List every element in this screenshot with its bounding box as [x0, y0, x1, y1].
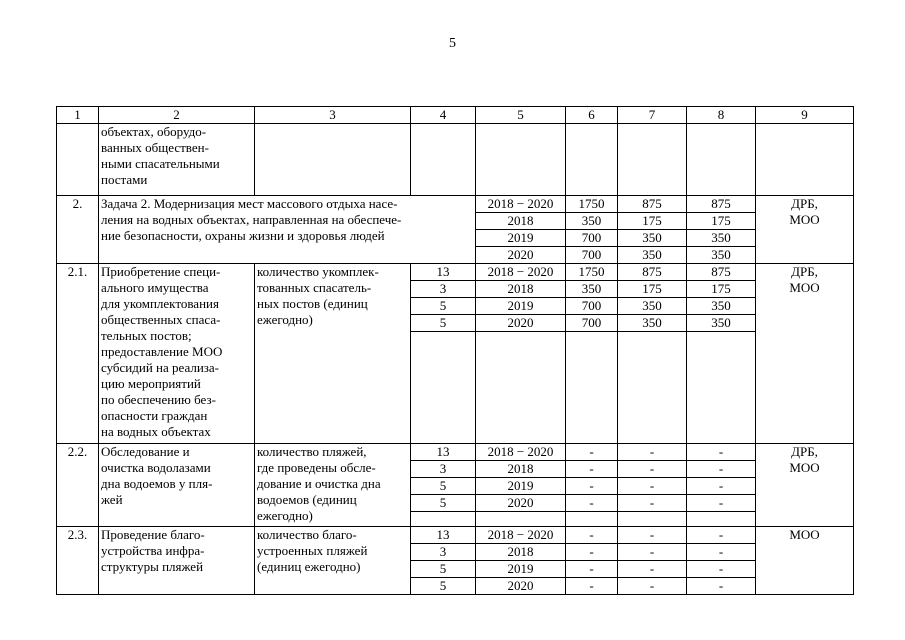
num-cell: 2.2.: [57, 444, 99, 527]
period-cell: 2019: [476, 478, 566, 495]
value-cell: -: [687, 444, 756, 461]
value-cell: 700: [566, 230, 618, 247]
num-cell: 2.3.: [57, 527, 99, 595]
count-cell: [411, 124, 476, 196]
executor-cell: [756, 124, 854, 196]
header-cell: 1: [57, 107, 99, 124]
executor-cell: МОО: [756, 527, 854, 595]
period-cell: 2020: [476, 578, 566, 595]
value-cell: -: [687, 527, 756, 544]
header-cell: 8: [687, 107, 756, 124]
value-cell: 350: [618, 230, 687, 247]
value-cell: -: [687, 578, 756, 595]
count-cell: 13: [411, 444, 476, 461]
count-cell: 5: [411, 478, 476, 495]
value-cell: 175: [618, 213, 687, 230]
value-cell: 350: [687, 315, 756, 332]
header-cell: 7: [618, 107, 687, 124]
value-cell: -: [618, 495, 687, 512]
measure-row: [57, 264, 854, 281]
value-cell: 1750: [566, 196, 618, 213]
count-cell: 13: [411, 264, 476, 281]
period-cell: 2020: [476, 247, 566, 264]
header-cell: 9: [756, 107, 854, 124]
executor-cell: ДРБ, МОО: [756, 264, 854, 444]
num-cell: [57, 124, 99, 196]
value-cell: 700: [566, 315, 618, 332]
value-cell: 350: [566, 213, 618, 230]
count-cell: [411, 332, 476, 444]
value-cell: 350: [566, 281, 618, 298]
value-cell: 350: [687, 298, 756, 315]
measure-row: [57, 527, 854, 544]
value-cell: -: [687, 461, 756, 478]
measure-row: [57, 444, 854, 461]
header-cell: 6: [566, 107, 618, 124]
count-cell: 5: [411, 298, 476, 315]
value-cell: [687, 512, 756, 527]
count-cell: 5: [411, 561, 476, 578]
count-cell: 5: [411, 495, 476, 512]
period-cell: 2018: [476, 213, 566, 230]
measure-name-cell: объектах, оборудо- ванных обществен- ными спасательными постами: [99, 124, 255, 196]
value-cell: -: [566, 444, 618, 461]
value-cell: -: [687, 561, 756, 578]
count-cell: 3: [411, 544, 476, 561]
task-title-cell: Задача 2. Модернизация мест массового отдыха насе- ления на водных объектах, направленная на обеспече- ние безопасности, охраны жизни и здоровья людей: [99, 196, 476, 264]
value-cell: 875: [618, 196, 687, 213]
measure-name-cell: Проведение благо- устройства инфра- структуры пляжей: [99, 527, 255, 595]
num-cell: 2.1.: [57, 264, 99, 444]
count-cell: [411, 512, 476, 527]
header-cell: 4: [411, 107, 476, 124]
value-cell: 350: [687, 230, 756, 247]
value-cell: [618, 512, 687, 527]
value-cell: 700: [566, 247, 618, 264]
indicator-cell: количество укомплек- тованных спасатель- ных постов (единиц ежегодно): [255, 264, 411, 444]
value-cell: -: [618, 527, 687, 544]
value-cell: 175: [687, 213, 756, 230]
continuation-row: [57, 124, 854, 196]
value-cell: -: [618, 461, 687, 478]
header-row: [57, 107, 854, 124]
count-cell: 3: [411, 461, 476, 478]
value-cell: -: [618, 444, 687, 461]
executor-cell: ДРБ, МОО: [756, 444, 854, 527]
task-row: [57, 196, 854, 213]
value-cell: 175: [687, 281, 756, 298]
period-cell: 2018 − 2020: [476, 196, 566, 213]
value-cell: -: [618, 544, 687, 561]
period-cell: 2019: [476, 230, 566, 247]
task-num-cell: 2.: [57, 196, 99, 264]
value-cell: 350: [618, 247, 687, 264]
value-cell: [618, 124, 687, 196]
value-cell: 875: [687, 196, 756, 213]
count-cell: 5: [411, 315, 476, 332]
header-cell: 5: [476, 107, 566, 124]
period-cell: 2018 − 2020: [476, 527, 566, 544]
value-cell: [687, 124, 756, 196]
period-cell: 2018: [476, 461, 566, 478]
value-cell: [566, 332, 618, 444]
header-cell: 3: [255, 107, 411, 124]
executor-cell: ДРБ, МОО: [756, 196, 854, 264]
value-cell: 350: [687, 247, 756, 264]
value-cell: -: [566, 544, 618, 561]
indicator-cell: [255, 124, 411, 196]
period-cell: 2018 − 2020: [476, 264, 566, 281]
count-cell: 3: [411, 281, 476, 298]
value-cell: 1750: [566, 264, 618, 281]
indicator-cell: количество благо- устроенных пляжей (единиц ежегодно): [255, 527, 411, 595]
period-cell: 2018: [476, 544, 566, 561]
value-cell: [566, 512, 618, 527]
measure-name-cell: Обследование и очистка водолазами дна водоемов у пля- жей: [99, 444, 255, 527]
value-cell: -: [566, 527, 618, 544]
period-cell: [476, 332, 566, 444]
page-number: 5: [449, 36, 456, 51]
period-cell: 2018: [476, 281, 566, 298]
header-cell: 2: [99, 107, 255, 124]
value-cell: 875: [687, 264, 756, 281]
measure-name-cell: Приобретение специ- ального имущества для укомплектования общественных спаса- тельных постов; предоставление МОО субсидий на реализа- цию мероприятий по обеспечению без- опасности граждан на водных объектах: [99, 264, 255, 444]
value-cell: 350: [618, 315, 687, 332]
value-cell: 175: [618, 281, 687, 298]
value-cell: [687, 332, 756, 444]
value-cell: -: [618, 478, 687, 495]
count-cell: 13: [411, 527, 476, 544]
value-cell: [566, 124, 618, 196]
value-cell: -: [687, 544, 756, 561]
period-cell: 2020: [476, 315, 566, 332]
period-cell: [476, 512, 566, 527]
period-cell: 2020: [476, 495, 566, 512]
program-measures-table: [56, 106, 854, 595]
period-cell: 2019: [476, 561, 566, 578]
value-cell: -: [618, 561, 687, 578]
period-cell: 2018 − 2020: [476, 444, 566, 461]
period-cell: 2019: [476, 298, 566, 315]
value-cell: -: [618, 578, 687, 595]
value-cell: -: [687, 495, 756, 512]
value-cell: -: [566, 578, 618, 595]
value-cell: -: [687, 478, 756, 495]
count-cell: 5: [411, 578, 476, 595]
value-cell: 875: [618, 264, 687, 281]
value-cell: -: [566, 561, 618, 578]
value-cell: -: [566, 461, 618, 478]
value-cell: 350: [618, 298, 687, 315]
value-cell: 700: [566, 298, 618, 315]
value-cell: -: [566, 495, 618, 512]
value-cell: -: [566, 478, 618, 495]
period-cell: [476, 124, 566, 196]
value-cell: [618, 332, 687, 444]
indicator-cell: количество пляжей, где проведены обсле- дование и очистка дна водоемов (единиц ежегодно): [255, 444, 411, 527]
